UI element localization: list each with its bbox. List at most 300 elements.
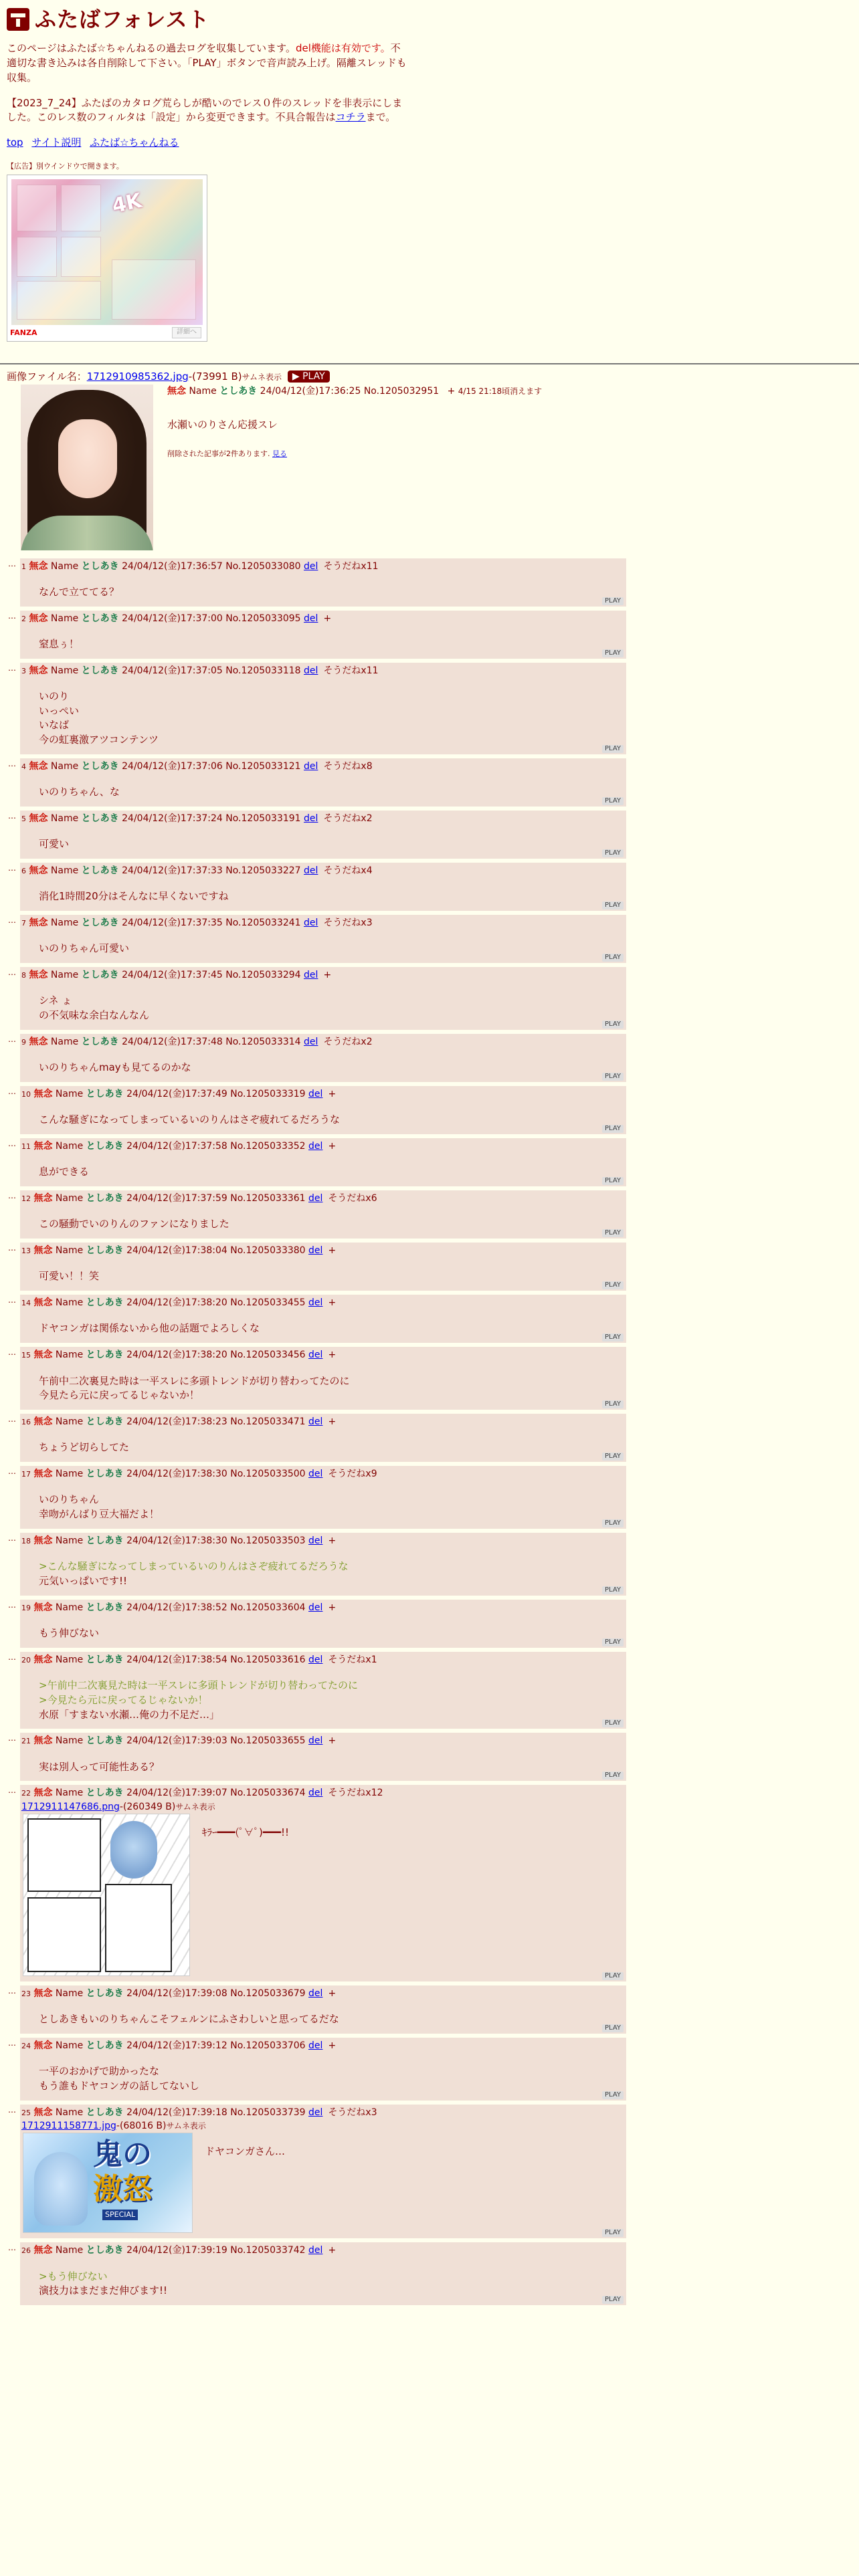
reply-header — [21, 1534, 621, 1547]
reply-dots: … — [8, 1243, 16, 1253]
reply-subject: 無念 — [33, 2245, 53, 2256]
reply-name: としあき — [86, 1602, 124, 1613]
reply-play-button[interactable]: PLAY — [602, 1400, 624, 1408]
reply-header — [21, 1140, 621, 1153]
reply-del-link[interactable]: del — [308, 1654, 323, 1665]
reply-subject: 無念 — [33, 1350, 53, 1361]
reply-dots: … — [8, 1295, 16, 1305]
reply-row — [0, 1600, 621, 1648]
reply-line: いのりちゃん可愛い — [39, 942, 130, 955]
reply-del-link[interactable]: del — [304, 665, 318, 676]
reply-play-button[interactable]: PLAY — [602, 1519, 624, 1527]
reply-del-link[interactable]: del — [308, 1350, 323, 1361]
reply-del-link[interactable]: del — [308, 1788, 323, 1799]
reply-header — [21, 1786, 621, 1800]
reply-cell — [20, 1985, 626, 2034]
reply-dots: … — [8, 1191, 16, 1201]
bug-report-link[interactable]: コチラ — [335, 111, 366, 124]
sodane-button[interactable]: そうだねx2 — [323, 1036, 373, 1047]
ad-image[interactable] — [11, 179, 203, 325]
reply-body — [21, 930, 621, 963]
sodane-button[interactable]: そうだねx9 — [328, 1469, 377, 1480]
reply-line: ｷﾗｰ━━━(ﾟ∀ﾟ)━━━!! — [202, 1826, 290, 1838]
reply-index: 12 — [21, 1194, 31, 1204]
sodane-button[interactable]: そうだねx3 — [323, 918, 373, 929]
reply-name-label: Name — [55, 1654, 84, 1665]
reply-file-link[interactable]: 1712911158771.jpg — [21, 2121, 116, 2132]
reply-cell — [20, 2105, 626, 2239]
reply-body — [21, 877, 621, 911]
reply-header — [21, 1734, 621, 1747]
reply-play-button[interactable]: PLAY — [602, 2024, 624, 2032]
reply-header — [21, 760, 621, 773]
op-body — [167, 385, 542, 459]
reply-del-link[interactable]: del — [308, 1602, 323, 1613]
reply-name-label: Name — [55, 1735, 84, 1747]
op-play-button[interactable]: ▶ PLAY — [288, 370, 330, 383]
reply-name-label: Name — [55, 1089, 84, 1099]
reply-line: 午前中二次裏見た時は一平スレに多頭トレンドが切り替わってたのに — [39, 1374, 350, 1387]
reply-del-link[interactable]: del — [308, 1416, 323, 1428]
reply-number[interactable]: No.1205033294 — [225, 970, 301, 981]
reply-del-link[interactable]: del — [308, 1193, 323, 1204]
reply-header — [21, 1244, 621, 1257]
reply-play-button[interactable]: PLAY — [602, 649, 624, 657]
reply-play-button[interactable]: PLAY — [602, 1772, 624, 1780]
reply-line: 元気いっぱいです!! — [39, 1574, 128, 1587]
reply-del-link[interactable]: del — [304, 865, 318, 877]
reply-subject: 無念 — [29, 760, 48, 772]
reply-index: 11 — [21, 1142, 31, 1152]
reply-datetime: 24/04/12(金)17:37:24 — [122, 813, 223, 825]
reply-play-button[interactable]: PLAY — [602, 1333, 624, 1341]
reply-number[interactable]: No.1205033739 — [230, 2107, 306, 2118]
reply-header — [21, 664, 621, 677]
reply-number[interactable]: No.1205033118 — [225, 665, 301, 676]
sodane-button[interactable]: + — [328, 1297, 337, 1309]
reply-number[interactable]: No.1205033319 — [230, 1089, 306, 1099]
reply-number[interactable]: No.1205033604 — [230, 1602, 306, 1613]
reply-index: 2 — [21, 614, 26, 623]
reply-number[interactable]: No.1205033616 — [230, 1654, 306, 1665]
reply-dots: … — [8, 1652, 16, 1662]
reply-name-label: Name — [55, 1535, 84, 1546]
reply-dots: … — [8, 916, 16, 926]
reply-subject: 無念 — [29, 970, 48, 981]
ad-headline: 4K — [110, 189, 144, 218]
reply-datetime: 24/04/12(金)17:38:30 — [126, 1469, 227, 1480]
reply-header — [21, 1348, 621, 1362]
thumb-tag: SPECIAL — [102, 2210, 138, 2220]
reply-dots: … — [8, 1414, 16, 1424]
reply-cell — [20, 1243, 626, 1291]
reply-name-label: Name — [55, 2245, 84, 2256]
sodane-button[interactable]: + — [328, 1089, 337, 1099]
reply-cell — [20, 1347, 626, 1410]
op-expiry: 4/15 21:18頃消えます — [458, 386, 543, 396]
reply-body — [21, 625, 621, 659]
reply-subject: 無念 — [33, 1245, 53, 1257]
sodane-button[interactable]: + — [323, 613, 332, 624]
reply-name: としあき — [86, 1654, 124, 1665]
reply-header — [21, 812, 621, 825]
reply-del-link[interactable]: del — [304, 918, 318, 929]
reply-index: 13 — [21, 1247, 31, 1256]
reply-play-button[interactable]: PLAY — [602, 1229, 624, 1237]
op-number[interactable]: No.1205032951 — [363, 385, 440, 397]
sodane-button[interactable]: そうだねx3 — [328, 2107, 377, 2118]
op-sodane-button[interactable]: + — [447, 385, 456, 397]
reply-play-button[interactable]: PLAY — [602, 1021, 624, 1029]
reply-number[interactable]: No.1205033503 — [230, 1535, 306, 1546]
reply-subject: 無念 — [29, 918, 48, 929]
reply-quote: >こんな騒ぎになってしまっているいのりんはさぞ疲れてるだろうな — [39, 1560, 349, 1573]
reply-del-link[interactable]: del — [308, 1469, 323, 1480]
reply-thumbnail[interactable] — [23, 1814, 190, 1976]
sodane-button[interactable]: + — [328, 2245, 337, 2256]
reply-datetime: 24/04/12(金)17:37:59 — [126, 1193, 227, 1204]
reply-body — [21, 1667, 621, 1729]
reply-name-label: Name — [55, 1245, 84, 1257]
ad-label: 【広告】別ウインドウで開きます。 — [7, 161, 124, 171]
reply-cell — [20, 758, 626, 807]
reply-dots: … — [8, 1533, 16, 1543]
thumb-text-1: 鬼の — [93, 2137, 152, 2172]
reply-play-button[interactable]: PLAY — [602, 1125, 624, 1133]
sodane-button[interactable]: そうだねx1 — [328, 1654, 377, 1665]
reply-dots: … — [8, 2243, 16, 2253]
reply-subject: 無念 — [33, 1089, 53, 1099]
reply-cell — [20, 1785, 626, 1981]
reply-index: 26 — [21, 2246, 31, 2256]
reply-datetime: 24/04/12(金)17:37:58 — [126, 1141, 227, 1152]
reply-name-label: Name — [55, 1788, 84, 1799]
reply-play-button[interactable]: PLAY — [602, 2229, 624, 2237]
reply-del-link[interactable]: del — [304, 613, 318, 624]
site-logo-icon — [7, 8, 29, 31]
reply-line: 幸吻がんばり豆大福だよ！ — [39, 1508, 160, 1521]
sodane-button[interactable]: そうだねx4 — [323, 865, 373, 877]
sodane-button[interactable]: + — [323, 970, 332, 981]
reply-cell — [20, 558, 626, 607]
reply-datetime: 24/04/12(金)17:38:54 — [126, 1654, 227, 1665]
reply-name: としあき — [81, 813, 119, 825]
reply-play-button[interactable]: PLAY — [602, 1453, 624, 1461]
reply-row — [0, 1034, 621, 1082]
reply-name: としあき — [81, 613, 119, 624]
reply-line: シネ ょ — [39, 994, 72, 1007]
reply-play-button[interactable]: PLAY — [602, 1073, 624, 1081]
reply-number[interactable]: No.1205033191 — [225, 813, 301, 825]
reply-number[interactable]: No.1205033655 — [230, 1735, 306, 1747]
reply-number[interactable]: No.1205033674 — [230, 1788, 306, 1799]
ad-detail-button[interactable]: 詳細へ — [172, 327, 201, 338]
sodane-button[interactable]: そうだねx12 — [328, 1788, 383, 1799]
reply-number[interactable]: No.1205033361 — [230, 1193, 306, 1204]
reply-play-button[interactable]: PLAY — [602, 2091, 624, 2099]
reply-number[interactable]: No.1205033121 — [225, 760, 301, 772]
nav-futaba-link[interactable]: ふたば☆ちゃんねる — [90, 136, 179, 149]
reply-row — [0, 1466, 621, 1529]
reply-number[interactable]: No.1205033455 — [230, 1297, 306, 1309]
reply-name: としあき — [81, 918, 119, 929]
sodane-button[interactable]: + — [328, 1350, 337, 1361]
reply-name-label: Name — [50, 613, 79, 624]
reply-del-link[interactable]: del — [308, 1245, 323, 1257]
reply-subject: 無念 — [33, 1735, 53, 1747]
reply-line: なんで立ててる？ — [39, 585, 120, 598]
reply-thumbnail[interactable] — [23, 2133, 193, 2233]
reply-datetime: 24/04/12(金)17:36:57 — [122, 560, 223, 572]
intro-paragraph-1: このページはふたば☆ちゃんねるの過去ログを収集しています。del機能は有効です。不適切な書き込みは各自削除して下さい。「PLAY」ボタンで音声読み上げ。隔離スレッドも収集。 — [7, 42, 407, 84]
reply-name-label: Name — [50, 760, 79, 772]
reply-play-button[interactable]: PLAY — [602, 1586, 624, 1594]
reply-play-button[interactable]: PLAY — [602, 1972, 624, 1980]
reply-datetime: 24/04/12(金)17:38:20 — [126, 1350, 227, 1361]
reply-number[interactable]: No.1205033352 — [230, 1141, 306, 1152]
reply-number[interactable]: No.1205033471 — [230, 1416, 306, 1428]
reply-datetime: 24/04/12(金)17:37:33 — [122, 865, 223, 877]
reply-play-button[interactable]: PLAY — [602, 1638, 624, 1646]
reply-number[interactable]: No.1205033706 — [230, 2040, 306, 2051]
reply-subject: 無念 — [29, 665, 48, 676]
reply-play-button[interactable]: PLAY — [602, 1281, 624, 1289]
reply-del-link[interactable]: del — [308, 1735, 323, 1747]
deleted-view-link[interactable]: 見る — [272, 449, 287, 458]
op-header: 無念 Name としあき 24/04/12(金)17:36:25 No.1205032951 + 4/15 21:18頃消えます — [167, 385, 543, 397]
reply-row — [0, 1243, 621, 1291]
reply-datetime: 24/04/12(金)17:38:04 — [126, 1245, 227, 1257]
reply-name: としあき — [86, 1788, 124, 1799]
reply-del-link[interactable]: del — [304, 760, 318, 772]
reply-name-label: Name — [55, 2107, 84, 2118]
reply-line: いなば — [39, 719, 70, 732]
reply-body — [21, 2258, 621, 2306]
reply-line: 水原「すまない水瀬…俺の力不足だ…」 — [39, 1708, 220, 1721]
reply-name: としあき — [86, 1469, 124, 1480]
reply-play-button[interactable]: PLAY — [602, 797, 624, 805]
reply-row — [0, 558, 621, 607]
reply-datetime: 24/04/12(金)17:37:48 — [122, 1036, 223, 1047]
reply-play-button[interactable]: PLAY — [602, 954, 624, 962]
reply-thumb-note: サムネ表示 — [166, 2121, 206, 2131]
reply-subject: 無念 — [33, 1416, 53, 1428]
sodane-button[interactable]: そうだねx6 — [328, 1193, 377, 1204]
reply-row — [0, 2038, 621, 2101]
reply-dots: … — [8, 968, 16, 978]
reply-cell — [20, 1533, 626, 1596]
reply-body — [21, 1547, 621, 1596]
reply-index: 25 — [21, 2108, 31, 2117]
reply-del-link[interactable]: del — [308, 1089, 323, 1099]
reply-name: としあき — [86, 1193, 124, 1204]
reply-number[interactable]: No.1205033742 — [230, 2245, 306, 2256]
reply-body — [21, 773, 621, 807]
reply-index: 14 — [21, 1299, 31, 1308]
reply-body — [21, 1101, 621, 1134]
reply-cell — [20, 915, 626, 963]
reply-del-link[interactable]: del — [304, 970, 318, 981]
reply-row — [0, 1138, 621, 1186]
sodane-button[interactable]: + — [328, 1416, 337, 1428]
reply-del-link[interactable]: del — [308, 2245, 323, 2256]
reply-header — [21, 1467, 621, 1481]
reply-dots: … — [8, 758, 16, 768]
ad-banner[interactable] — [7, 175, 207, 342]
reply-del-link[interactable]: del — [304, 560, 318, 572]
reply-del-link[interactable]: del — [308, 2040, 323, 2051]
sodane-button[interactable]: そうだねx11 — [323, 560, 379, 572]
reply-datetime: 24/04/12(金)17:38:23 — [126, 1416, 227, 1428]
reply-name: としあき — [86, 2245, 124, 2256]
reply-row — [0, 663, 621, 754]
sodane-button[interactable]: + — [328, 1535, 337, 1546]
reply-name-label: Name — [55, 1602, 84, 1613]
reply-cell — [20, 863, 626, 911]
reply-play-button[interactable]: PLAY — [602, 1177, 624, 1185]
reply-dots: … — [8, 1034, 16, 1044]
reply-name-label: Name — [55, 1297, 84, 1309]
reply-header — [21, 2106, 621, 2119]
reply-header — [21, 1653, 621, 1667]
nav-top-link[interactable]: top — [7, 136, 23, 149]
reply-dots: … — [8, 1985, 16, 1996]
reply-play-button[interactable]: PLAY — [602, 1719, 624, 1727]
op-datetime: 24/04/12(金)17:36:25 — [260, 385, 361, 397]
sodane-button[interactable]: そうだねx8 — [323, 760, 373, 772]
reply-subject: 無念 — [33, 1988, 53, 1999]
reply-body — [21, 1362, 621, 1410]
reply-index: 16 — [21, 1418, 31, 1427]
reply-name: としあき — [86, 1735, 124, 1747]
reply-name-label: Name — [55, 1416, 84, 1428]
sodane-button[interactable]: そうだねx11 — [323, 665, 379, 676]
reply-line: としあきもいのりちゃんこそフェルンにふさわしいと思ってるだな — [39, 2013, 339, 2026]
reply-del-link[interactable]: del — [304, 813, 318, 825]
op-file-link[interactable]: 1712910985362.jpg — [86, 370, 189, 383]
reply-index: 22 — [21, 1789, 31, 1798]
reply-play-button[interactable]: PLAY — [602, 745, 624, 753]
reply-dots: … — [8, 863, 16, 873]
reply-dots: … — [8, 2038, 16, 2048]
reply-number[interactable]: No.1205033080 — [225, 560, 301, 572]
reply-header — [21, 1296, 621, 1309]
reply-cell — [20, 1034, 626, 1082]
reply-thumb-note: サムネ表示 — [175, 1802, 215, 1812]
reply-dots: … — [8, 1600, 16, 1610]
sodane-button[interactable]: + — [328, 1141, 337, 1152]
reply-dots: … — [8, 1139, 16, 1149]
reply-line: もう誰もドヤコンガの話してないし — [39, 2080, 200, 2092]
reply-play-button[interactable]: PLAY — [602, 2296, 624, 2304]
reply-number[interactable]: No.1205033679 — [230, 1988, 306, 1999]
reply-header — [21, 2039, 621, 2052]
reply-play-button[interactable]: PLAY — [602, 597, 624, 605]
reply-body — [21, 2052, 621, 2101]
reply-datetime: 24/04/12(金)17:39:19 — [126, 2245, 227, 2256]
reply-del-link[interactable]: del — [308, 1988, 323, 1999]
reply-row — [0, 758, 621, 807]
sodane-button[interactable]: + — [328, 1245, 337, 1257]
reply-del-link[interactable]: del — [308, 1141, 323, 1152]
reply-cell — [20, 2038, 626, 2101]
reply-name-label: Name — [50, 918, 79, 929]
reply-cell — [20, 1652, 626, 1729]
nav-about-link[interactable]: サイト説明 — [31, 136, 82, 149]
reply-name-label: Name — [55, 1141, 84, 1152]
reply-dots: … — [8, 1087, 16, 1096]
reply-line: いのりちゃん、な — [39, 786, 120, 798]
reply-name: としあき — [81, 865, 119, 877]
reply-header — [21, 1987, 621, 2000]
reply-del-link[interactable]: del — [308, 2107, 323, 2118]
reply-line: ドヤコンガは関係ないから他の話題でよろしくな — [39, 1322, 260, 1335]
reply-subject: 無念 — [33, 1193, 53, 1204]
reply-play-button[interactable]: PLAY — [602, 849, 624, 857]
reply-del-link[interactable]: del — [304, 1036, 318, 1047]
sodane-button[interactable]: そうだねx2 — [323, 813, 373, 825]
reply-del-link[interactable]: del — [308, 1535, 323, 1546]
reply-number[interactable]: No.1205033380 — [230, 1245, 306, 1257]
op-post — [0, 385, 859, 554]
reply-row — [0, 1985, 621, 2034]
reply-name: としあき — [86, 1297, 124, 1309]
reply-datetime: 24/04/12(金)17:37:45 — [122, 970, 223, 981]
reply-number[interactable]: No.1205033227 — [225, 865, 301, 877]
reply-row — [0, 2105, 621, 2239]
reply-header — [21, 612, 621, 625]
reply-del-link[interactable]: del — [308, 1297, 323, 1309]
reply-index: 8 — [21, 971, 26, 980]
reply-number[interactable]: No.1205033241 — [225, 918, 301, 929]
reply-name: としあき — [86, 1350, 124, 1361]
reply-index: 3 — [21, 666, 26, 675]
sodane-button[interactable]: + — [328, 1735, 337, 1747]
site-title — [7, 4, 408, 35]
op-text: 水瀬いのりさん応援スレ — [167, 418, 278, 431]
reply-header — [21, 1087, 621, 1101]
reply-datetime: 24/04/12(金)17:37:49 — [126, 1089, 227, 1099]
reply-number[interactable]: No.1205033314 — [225, 1036, 301, 1047]
reply-body — [21, 1153, 621, 1186]
op-thumbnail[interactable] — [21, 385, 153, 550]
reply-index: 23 — [21, 1989, 31, 1998]
reply-name: としあき — [81, 1036, 119, 1047]
sodane-button[interactable]: + — [328, 1602, 337, 1613]
reply-quote: >もう伸びない — [39, 2270, 108, 2282]
reply-file-link[interactable]: 1712911147686.png — [21, 1801, 120, 1812]
reply-number[interactable]: No.1205033095 — [225, 613, 301, 624]
reply-play-button[interactable]: PLAY — [602, 901, 624, 909]
sodane-button[interactable]: + — [328, 2040, 337, 2051]
reply-datetime: 24/04/12(金)17:39:18 — [126, 2107, 227, 2118]
reply-subject: 無念 — [33, 1141, 53, 1152]
reply-dots: … — [8, 611, 16, 621]
reply-number[interactable]: No.1205033456 — [230, 1350, 306, 1361]
reply-header — [21, 1601, 621, 1614]
reply-number[interactable]: No.1205033500 — [230, 1469, 306, 1480]
reply-dots: … — [8, 1733, 16, 1743]
reply-name-label: Name — [50, 865, 79, 877]
reply-datetime: 24/04/12(金)17:39:03 — [126, 1735, 227, 1747]
reply-dots: … — [8, 811, 16, 821]
reply-name: としあき — [86, 1141, 124, 1152]
reply-dots: … — [8, 1786, 16, 1796]
reply-line: いのり — [39, 689, 70, 702]
sodane-button[interactable]: + — [328, 1988, 337, 1999]
reply-name-label: Name — [50, 970, 79, 981]
site-intro — [7, 41, 408, 125]
